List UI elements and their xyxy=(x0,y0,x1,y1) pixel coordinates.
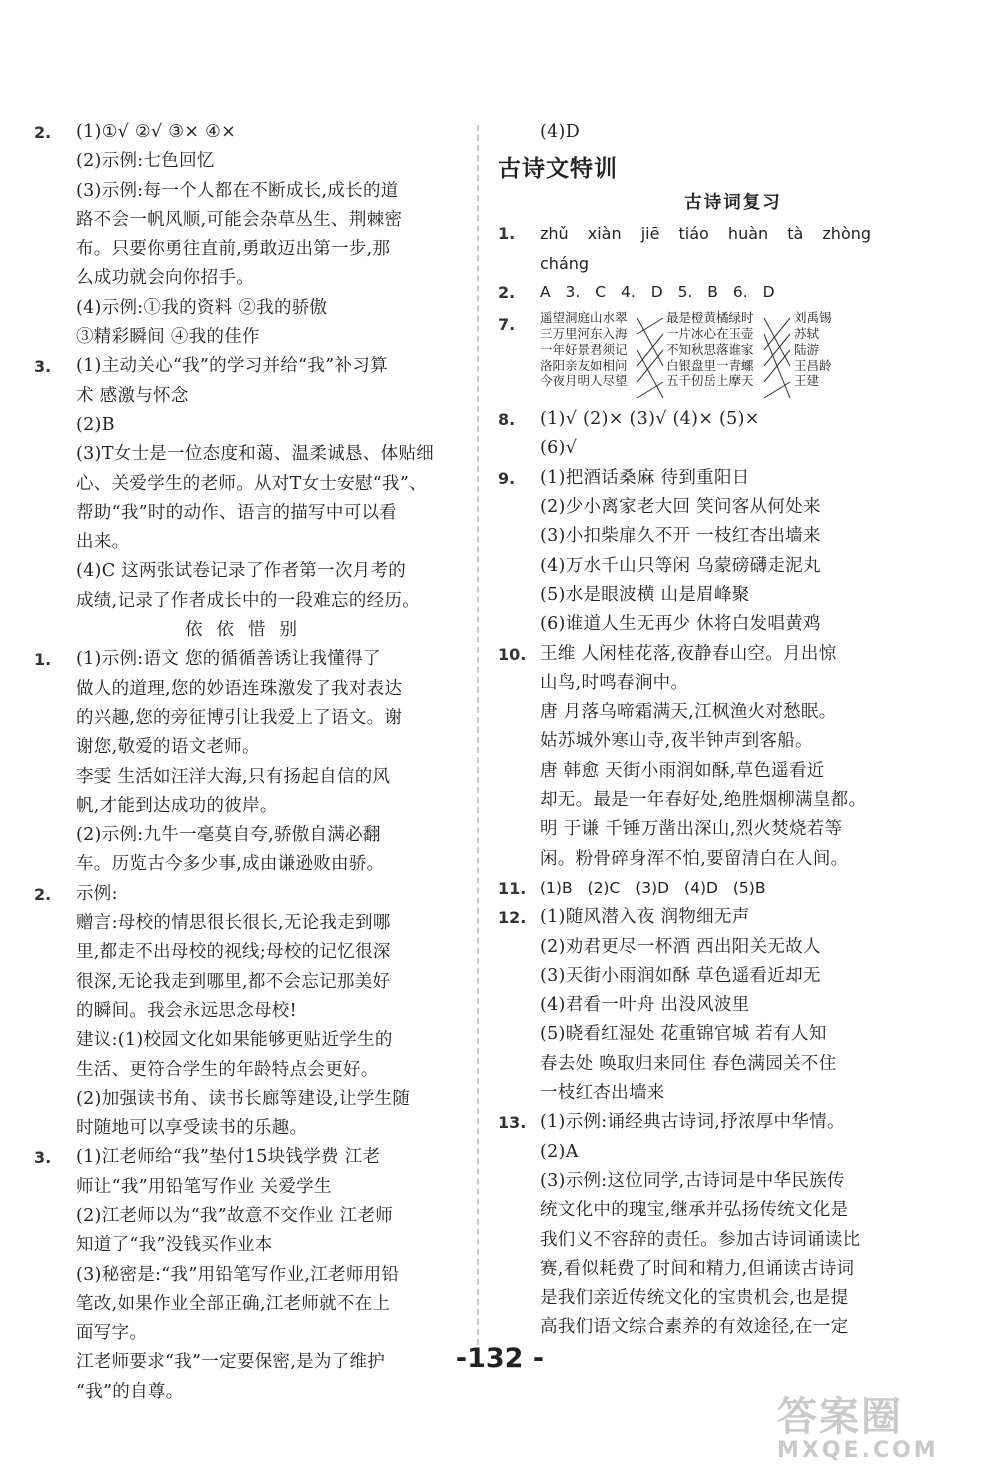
answer-line: (2)少小离家老大回 笑问客从何处来 xyxy=(540,497,821,518)
question-number: 3. xyxy=(34,357,52,377)
match-left-5: 今夜月明人尽望 xyxy=(540,373,628,389)
answer-line: (4)万水千山只等闲 乌蒙磅礴走泥丸 xyxy=(540,555,821,576)
answer-line: (1)示例:诵经典古诗词,抒浓厚中华情。 xyxy=(540,1112,845,1133)
subtitle: 依依惜别 xyxy=(185,620,311,641)
answer-line: (3)小扣柴扉久不开 一枝红杏出墙来 xyxy=(540,526,821,547)
answer-line: 王维 人闲桂花落,夜静春山空。月出惊 xyxy=(540,643,837,664)
answer-line: (1)示例:语文 您的循循善诱让我懂得了 xyxy=(76,649,381,670)
answer-line: (4)示例:①我的资料 ②我的骄傲 xyxy=(76,297,328,318)
answer-line: 成绩,记录了作者成长中的一段难忘的经历。 xyxy=(76,590,421,611)
answer-line: (3)T女士是一位态度和蔼、温柔诚恳、体贴细 xyxy=(76,444,435,465)
question-number: 2. xyxy=(34,884,52,904)
answer-line: (3)秘密是:“我”用铅笔写作业,江老师用铅 xyxy=(76,1264,400,1285)
poet-names-right xyxy=(794,310,832,389)
answer-line: (1)①√ ②√ ③× ④× xyxy=(76,122,237,142)
answer-line: (3)示例:这位同学,古诗词是中华民族传 xyxy=(540,1170,845,1191)
answer-line: 的兴趣,您的旁征博引让我爱上了语文。谢 xyxy=(76,707,403,728)
answer-line: 我们义不容辞的责任。参加古诗词诵读比 xyxy=(540,1229,861,1250)
answer-2 xyxy=(34,118,462,352)
answer-line: 建议:(1)校园文化如果能够更贴近学生的 xyxy=(76,1030,393,1051)
match-left-4: 洛阳亲友如相问 xyxy=(540,357,628,373)
answer-line: 里,都走不出母校的视线;母校的记忆很深 xyxy=(76,942,391,963)
match-mid-2: 一片冰心在玉壶 xyxy=(666,325,754,341)
question-number: 2. xyxy=(498,282,516,302)
answer-line: “我”的自尊。 xyxy=(76,1381,184,1402)
match-mid-5: 五千仞岳上摩天 xyxy=(666,373,754,389)
question-number: 1. xyxy=(498,224,516,244)
match-right-4: 王昌龄 xyxy=(794,357,832,373)
answer-line: 面写字。 xyxy=(76,1323,148,1344)
pinyin-line-2: cháng xyxy=(540,253,590,273)
answer-line: (2)江老师以为“我”故意不交作业 江老师 xyxy=(76,1205,394,1226)
answer-line: 很深,无论我走到哪里,都不会忘记那美好 xyxy=(76,971,391,992)
matching-diagram xyxy=(540,310,968,405)
answer-line: (4)C 这两张试卷记录了作者第一次月考的 xyxy=(76,561,407,582)
question-number: 3. xyxy=(34,1148,52,1168)
answer-line: (5)晓看红湿处 花重锦官城 若有人知 xyxy=(540,1024,827,1045)
answer-line: (3)天街小雨润如酥 草色遥看近却无 xyxy=(540,965,821,986)
answer-line: 高我们语文综合素养的有效途径,在一定 xyxy=(540,1317,849,1338)
subsection-title: 古诗词复习 xyxy=(684,193,782,214)
answer-7-matching xyxy=(498,310,968,405)
answer-line: (6)谁道人生无再少 休将白发唱黄鸡 xyxy=(540,614,821,635)
answer-line: 布。只要你勇往直前,勇敢迈出第一步,那 xyxy=(76,239,391,260)
right-column xyxy=(498,118,968,1343)
answer-line: 赛,看似耗费了时间和精力,但诵读古诗词 xyxy=(540,1258,855,1279)
answer-11 xyxy=(498,874,968,903)
answer-line: 帮助“我”时的动作、语言的描写中可以看 xyxy=(76,502,398,523)
match-mid-4: 白银盘里一青螺 xyxy=(666,357,754,373)
answer-line: 术 感激与怀念 xyxy=(76,385,189,406)
match-right-1: 刘禹锡 xyxy=(794,310,832,326)
watermark-text: 答案圈 xyxy=(777,1394,903,1440)
answer-line: (1)随风潜入夜 润物细无声 xyxy=(540,907,750,928)
answer-line: 山鸟,时鸣春涧中。 xyxy=(540,672,689,693)
answer-line: (1)江老师给“我”垫付15块钱学费 江老 xyxy=(76,1147,381,1168)
question-number: 13. xyxy=(498,1113,527,1133)
answer-1b xyxy=(34,645,462,879)
answer-4d: (4)D xyxy=(540,122,581,142)
answer-2-6 xyxy=(498,278,968,307)
answer-line: 李雯 生活如汪洋大海,只有扬起自信的风 xyxy=(76,766,391,787)
answer-line: 唐 韩愈 天街小雨润如酥,草色遥看近 xyxy=(540,760,825,781)
answer-line: 却无。最是一年春好处,绝胜烟柳满皇都。 xyxy=(540,790,867,811)
question-number: 9. xyxy=(498,468,516,488)
answer-line: (1)把酒话桑麻 待到重阳日 xyxy=(540,467,750,488)
answer-line: (1)√ (2)× (3)√ (4)× (5)× xyxy=(540,409,760,430)
answer-line: 路不会一帆风顺,可能会杂草丛生、荆棘密 xyxy=(76,209,403,230)
answer-13 xyxy=(498,1108,968,1342)
answer-12 xyxy=(498,903,968,1108)
answer-line: (2)A xyxy=(540,1141,579,1162)
question-number: 7. xyxy=(498,315,516,335)
answer-line: 出来。 xyxy=(76,532,130,553)
answer-line: 江老师要求“我”一定要保密,是为了维护 xyxy=(76,1352,386,1373)
answer-2b xyxy=(34,880,462,1144)
answer-line: 生活、更符合学生的年龄特点会更好。 xyxy=(76,1059,379,1080)
watermark-url: MXQE.COM xyxy=(777,1438,939,1463)
answer-line: ③精彩瞬间 ④我的佳作 xyxy=(76,327,260,348)
answer-line: 赠言:母校的情思很长很长,无论我走到哪 xyxy=(76,913,391,934)
choice-line: (1)B (2)C (3)D (4)D (5)B xyxy=(540,878,766,897)
match-right-5: 王建 xyxy=(794,373,820,389)
answer-line: (2)示例:七色回忆 xyxy=(76,151,215,172)
match-mid-1: 最是橙黄橘绿时 xyxy=(666,310,754,326)
answer-line: 师让“我”用铅笔写作业 关爱学生 xyxy=(76,1176,332,1197)
question-number: 2. xyxy=(34,123,52,142)
poem-lines-left xyxy=(540,310,628,389)
answer-10 xyxy=(498,640,968,874)
match-left-3: 一年好景君须记 xyxy=(540,341,628,357)
answer-1-pinyin xyxy=(498,219,968,278)
left-column xyxy=(34,118,462,1407)
answer-line: 唐 月落乌啼霜满天,江枫渔火对愁眠。 xyxy=(540,702,837,723)
answer-line: 么成功就会向你招手。 xyxy=(76,268,254,289)
answer-line: 闲。粉骨碎身浑不怕,要留清白在人间。 xyxy=(540,848,849,869)
page-number: -132 - xyxy=(455,1343,545,1374)
match-left-2: 三万里河东入海 xyxy=(540,325,628,341)
answer-line: (4)君看一叶舟 出没风波里 xyxy=(540,995,750,1016)
answer-line: (2)劝君更尽一杯酒 西出阳关无故人 xyxy=(540,936,821,957)
choice-line: A 3. C 4. D 5. B 6. D xyxy=(540,282,775,301)
answer-line: 时随地可以享受读书的乐趣。 xyxy=(76,1118,308,1139)
answer-8 xyxy=(498,405,968,464)
question-number: 1. xyxy=(34,650,52,670)
answer-line: 春去处 唤取归来同住 春色满园关不住 xyxy=(540,1053,837,1074)
answer-line: 心、关爱学生的老师。从对T女士安慰“我”、 xyxy=(76,473,427,494)
answer-line: 的瞬间。我会永远思念母校! xyxy=(76,1000,297,1021)
answer-3 xyxy=(34,352,462,616)
answer-line: (6)√ xyxy=(540,438,578,459)
answer-line: 笔改,如果作业全部正确,江老师就不在上 xyxy=(76,1293,391,1314)
answer-9 xyxy=(498,464,968,640)
answer-line: (3)示例:每一个人都在不断成长,成长的道 xyxy=(76,180,399,201)
match-mid-3: 不知秋思落谁家 xyxy=(666,341,754,357)
answer-line: 帆,才能到达成功的彼岸。 xyxy=(76,795,278,816)
answer-line: 谢您,敬爱的语文老师。 xyxy=(76,737,260,758)
answer-line: (5)水是眼波横 山是眉峰聚 xyxy=(540,584,750,605)
answer-line: 知道了“我”没钱买作业本 xyxy=(76,1235,273,1256)
answer-line: (2)B xyxy=(76,414,115,435)
section-title: 古诗文特训 xyxy=(498,156,618,183)
answer-line: 做人的道理,您的妙语连珠激发了我对表达 xyxy=(76,678,403,699)
answer-line: (2)示例:九牛一毫莫自夸,骄傲自满必翻 xyxy=(76,825,381,846)
answer-line: 姑苏城外寒山寺,夜半钟声到客船。 xyxy=(540,731,813,752)
pinyin-line-1: zhǔ xiàn jiē tiáo huàn tà zhòng xyxy=(540,224,872,244)
answer-line: 统文化中的瑰宝,继承并弘扬传统文化是 xyxy=(540,1200,849,1221)
column-divider xyxy=(477,125,479,1345)
answer-line: 明 于谦 千锤万凿出深山,烈火焚烧若等 xyxy=(540,819,843,840)
answer-line: (1)主动关心“我”的学习并给“我”补习算 xyxy=(76,356,388,377)
watermark-logo xyxy=(777,1385,982,1465)
match-right-3: 陆游 xyxy=(794,341,820,357)
answer-line: 一枝红杏出墙来 xyxy=(540,1083,665,1104)
question-number: 12. xyxy=(498,908,527,928)
poem-lines-middle xyxy=(666,310,754,389)
question-number: 11. xyxy=(498,878,527,898)
answer-line: 是我们亲近传统文化的宝贵机会,也是提 xyxy=(540,1288,849,1309)
answer-line: (2)加强读书角、读书长廊等建设,让学生随 xyxy=(76,1088,411,1109)
answer-line: 车。历览古今多少事,成由谦逊败由骄。 xyxy=(76,854,385,875)
match-left-1: 遥望洞庭山水翠 xyxy=(540,310,628,326)
question-number: 8. xyxy=(498,410,516,430)
match-right-2: 苏轼 xyxy=(794,325,820,341)
answer-line: 示例: xyxy=(76,883,118,904)
question-number: 10. xyxy=(498,644,527,664)
